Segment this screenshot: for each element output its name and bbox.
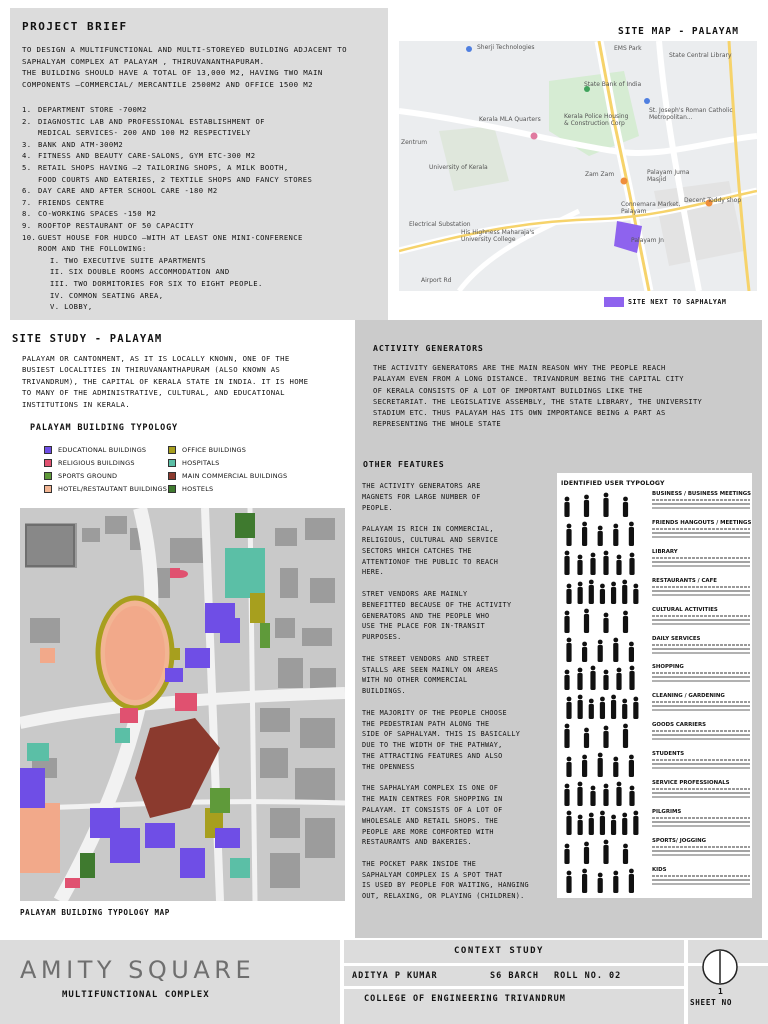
feature-line: STRET VENDORS ARE MAINLY bbox=[362, 589, 468, 598]
typology-map-caption: PALAYAM BUILDING TYPOLOGY MAP bbox=[20, 908, 170, 917]
user-type-row bbox=[561, 809, 750, 837]
user-type-description bbox=[652, 557, 750, 559]
feature-paragraph bbox=[362, 783, 558, 848]
user-type-label: GOODS CARRIERS bbox=[652, 722, 706, 729]
legend-swatch bbox=[44, 472, 52, 480]
site-map-title: SITE MAP - PALAYAM bbox=[618, 26, 739, 37]
people-silhouette-icon bbox=[561, 607, 647, 633]
user-type-description bbox=[652, 672, 750, 674]
feature-line: SIDE OF SAPHALYAM. THIS IS BASICALLY bbox=[362, 730, 521, 739]
requirement-text: GUEST HOUSE FOR HUDCO –WITH AT LEAST ONE MINI-CONFERENCE bbox=[38, 232, 303, 242]
requirement-text: BANK AND ATM-300M2 bbox=[38, 139, 124, 149]
requirement-number: 2. bbox=[22, 116, 32, 126]
requirement-text: RETAIL SHOPS HAVING –2 TAILORING SHOPS, A MILK BOOTH, bbox=[38, 162, 289, 172]
legend-label: SPORTS GROUND bbox=[58, 472, 118, 480]
activity-line: OF KERALA CONSISTS OF A LOT OF IMPORTANT BUILDINGS LIKE THE bbox=[373, 385, 643, 395]
user-type-description bbox=[652, 788, 750, 790]
map-label: University of Kerala bbox=[429, 164, 488, 171]
requirement-text-continued: FOOD COURTS AND EATERIES, 2 TEXTILE SHOPS AND FANCY STORES bbox=[38, 174, 313, 184]
legend-swatch bbox=[168, 459, 176, 467]
user-type-label: KIDS bbox=[652, 866, 667, 873]
requirement-item bbox=[22, 185, 386, 197]
people-silhouette-icon bbox=[561, 491, 647, 517]
map-label: Kerala MLA Quarters bbox=[479, 116, 541, 123]
user-type-row bbox=[561, 491, 750, 519]
legend-item bbox=[44, 446, 146, 454]
user-type-row bbox=[561, 780, 750, 808]
requirement-number: 3. bbox=[22, 139, 32, 149]
legend-label: HOSTELS bbox=[182, 485, 214, 493]
north-arrow-icon bbox=[700, 947, 740, 987]
sheet-label: SHEET NO bbox=[690, 998, 733, 1007]
requirement-text: DAY CARE AND AFTER SCHOOL CARE -180 M2 bbox=[38, 186, 218, 196]
requirement-sub-item: V. LOBBY, bbox=[50, 302, 93, 312]
requirement-number: 4. bbox=[22, 151, 32, 161]
requirement-item bbox=[22, 197, 386, 209]
feature-line: THE MAJORITY OF THE PEOPLE CHOOSE bbox=[362, 708, 507, 717]
requirement-text: ROOFTOP RESTAURANT OF 50 CAPACITY bbox=[38, 220, 194, 230]
feature-line: WITH NO OTHER COMMERCIAL bbox=[362, 676, 468, 685]
map-label: Connemara Market, Palayam bbox=[621, 201, 681, 215]
legend-swatch bbox=[168, 472, 176, 480]
legend-item bbox=[168, 459, 219, 467]
feature-line: OUT, RELAXING, OR PLAYING (CHILDREN). bbox=[362, 892, 525, 901]
project-title: AMITY SQUARE bbox=[20, 956, 256, 984]
user-type-description bbox=[652, 759, 750, 761]
study-line: BUSIEST LOCALITIES IN THIRUVANANTHAPURAM (ALSO KNOWN AS bbox=[22, 365, 281, 375]
feature-line: THE ATTRACTING FEATURES AND ALSO bbox=[362, 751, 503, 760]
feature-line: RELIGIOUS, CULTURAL AND SERVICE bbox=[362, 535, 499, 544]
legend-item bbox=[44, 459, 135, 467]
divider bbox=[344, 986, 684, 989]
project-subtitle: MULTIFUNCTIONAL COMPLEX bbox=[62, 990, 210, 1000]
people-silhouette-icon bbox=[561, 751, 647, 777]
feature-paragraph bbox=[362, 708, 558, 773]
user-type-row bbox=[561, 838, 750, 866]
legend-swatch bbox=[44, 446, 52, 454]
feature-line: THE POCKET PARK INSIDE THE bbox=[362, 859, 477, 868]
typology-title: PALAYAM BUILDING TYPOLOGY bbox=[30, 423, 178, 433]
map-label: Sherji Technologies bbox=[477, 44, 535, 51]
feature-line: PALAYAM. IT CONSISTS OF A LOT OF bbox=[362, 805, 503, 814]
user-type-label: CLEANING / GARDENING bbox=[652, 693, 725, 700]
feature-line: THE SAPHALYAM COMPLEX IS ONE OF bbox=[362, 784, 499, 793]
user-type-label: SHOPPING bbox=[652, 664, 684, 671]
user-type-description bbox=[652, 701, 750, 703]
intro-line: THE BUILDING SHOULD HAVE A TOTAL OF 13,000 M2, HAVING TWO MAIN bbox=[22, 68, 323, 78]
requirement-sub-item: II. SIX DOUBLE ROOMS ACCOMMODATION AND bbox=[50, 267, 230, 277]
study-line: INSTITUTIONS IN KERALA. bbox=[22, 399, 130, 409]
map-label: State Bank of India bbox=[584, 81, 642, 88]
intro-line: SAPHALYAM COMPLEX AT PALAYAM , THIRUVANANTHAPURAM. bbox=[22, 56, 265, 66]
map-label: Zam Zam bbox=[585, 171, 615, 178]
sheet-number: 1 bbox=[718, 987, 723, 996]
requirement-item bbox=[22, 139, 386, 151]
user-type-description bbox=[652, 730, 750, 732]
feature-line: ATTENTIONOF THE PUBLIC TO REACH bbox=[362, 557, 499, 566]
intro-line: TO DESIGN A MULTIFUNCTIONAL AND MULTI-STOREYED BUILDING ADJACENT TO bbox=[22, 45, 347, 54]
feature-paragraph bbox=[362, 481, 558, 513]
people-silhouette-icon bbox=[561, 549, 647, 575]
college-name: COLLEGE OF ENGINEERING TRIVANDRUM bbox=[364, 994, 566, 1004]
study-line: TRIVANDRUM), THE CAPITAL OF KERALA STATE IN INDIA. IT IS HOME bbox=[22, 376, 309, 386]
requirement-item bbox=[22, 104, 386, 116]
project-brief-title: PROJECT BRIEF bbox=[22, 20, 128, 33]
people-silhouette-icon bbox=[561, 780, 647, 806]
user-type-label: BUSINESS / BUSINESS MEETINGS bbox=[652, 491, 752, 497]
legend-swatch bbox=[168, 446, 176, 454]
requirement-text-continued: MEDICAL SERVICES- 200 AND 100 M2 RESPECTIVELY bbox=[38, 128, 251, 138]
legend-item bbox=[44, 472, 117, 480]
user-type-label: DAILY SERVICES bbox=[652, 635, 701, 642]
user-type-label: PILGRIMS bbox=[652, 808, 682, 815]
site-legend-swatch bbox=[604, 297, 624, 307]
feature-line: THE STREET VENDORS AND STREET bbox=[362, 654, 490, 663]
user-type-label: STUDENTS bbox=[652, 751, 685, 758]
site-map bbox=[399, 41, 757, 291]
feature-line: HERE. bbox=[362, 568, 384, 577]
legend-item bbox=[44, 485, 167, 493]
legend-item bbox=[168, 472, 287, 480]
user-type-label: SERVICE PROFESSIONALS bbox=[652, 780, 730, 786]
requirement-sub-item: III. TWO DORMITORIES FOR SIX TO EIGHT PEOPLE. bbox=[50, 278, 263, 288]
people-silhouette-icon bbox=[561, 693, 647, 719]
requirement-text-continued: ROOM AND THE FOLLOWING: bbox=[38, 244, 147, 254]
activity-line: REPRESENTING THE WHOLE STATE bbox=[373, 419, 501, 429]
user-type-row bbox=[561, 636, 750, 664]
user-type-row bbox=[561, 751, 750, 779]
activity-line: SECRETARIAT. THE LEGISLATIVE ASSEMBLY, THE STATE LIBRARY, THE UNIVERSITY bbox=[373, 396, 703, 406]
requirement-item bbox=[22, 116, 386, 139]
requirement-number: 10. bbox=[22, 232, 37, 242]
legend-item bbox=[168, 485, 213, 493]
user-typology-card bbox=[557, 473, 752, 898]
sheet-heading: CONTEXT STUDY bbox=[454, 946, 544, 956]
feature-line: PEOPLE ARE MORE COMFORTED WITH bbox=[362, 827, 494, 836]
intro-line: COMPONENTS –COMMERCIAL/ MERCANTILE 2500M2 AND OFFICE 1500 M2 bbox=[22, 79, 313, 89]
legend-swatch bbox=[44, 485, 52, 493]
roll-number: ROLL NO. 02 bbox=[554, 971, 622, 981]
feature-paragraph bbox=[362, 589, 558, 643]
feature-line: THE MAIN CENTRES FOR SHOPPING IN bbox=[362, 795, 503, 804]
requirement-text: DIAGNOSTIC LAB AND PROFESSIONAL ESTABLISHMENT OF bbox=[38, 116, 265, 126]
activity-line: STADIUM ETC. THUS PALAYAM HAS ITS OWN IMPORTANCE BEING A PART AS bbox=[373, 408, 666, 418]
requirement-number: 6. bbox=[22, 186, 32, 196]
map-label: St. Joseph's Roman Catholic Metropolitan... bbox=[649, 107, 733, 121]
requirement-text: FITNESS AND BEAUTY CARE-SALONS, GYM ETC-300 M2 bbox=[38, 151, 256, 161]
feature-line: THE ACTIVITY GENERATORS ARE bbox=[362, 482, 481, 490]
feature-line: SAPHALYAM COMPLEX IS A SPOT THAT bbox=[362, 870, 503, 879]
map-label: His Highness Maharaja's University College bbox=[461, 229, 535, 243]
building-typology-map bbox=[20, 508, 345, 901]
feature-line: STALLS ARE SEEN MAINLY ON AREAS bbox=[362, 665, 499, 674]
feature-line: WHOLESALE AND RETAIL SHOPS. THE bbox=[362, 816, 499, 825]
requirements-list bbox=[22, 104, 386, 313]
people-silhouette-icon bbox=[561, 867, 647, 893]
legend-label: MAIN COMMERCIAL BUILDINGS bbox=[182, 472, 288, 480]
other-features-title: OTHER FEATURES bbox=[363, 459, 445, 469]
user-type-description bbox=[652, 499, 750, 501]
requirement-sub-item: I. TWO EXECUTIVE SUITE APARTMENTS bbox=[50, 255, 206, 265]
user-type-row bbox=[561, 578, 750, 606]
map-label: State Central Library bbox=[669, 52, 732, 59]
people-silhouette-icon bbox=[561, 722, 647, 748]
legend-swatch bbox=[168, 485, 176, 493]
user-type-label: CULTURAL ACTIVITIES bbox=[652, 606, 718, 613]
user-type-description bbox=[652, 528, 750, 530]
map-label: Airport Rd bbox=[421, 277, 452, 284]
requirement-text: FRIENDS CENTRE bbox=[38, 197, 105, 207]
divider bbox=[340, 940, 344, 1024]
requirement-item bbox=[22, 232, 386, 255]
requirement-text: DEPARTMENT STORE -700M2 bbox=[38, 105, 147, 114]
user-type-row bbox=[561, 549, 750, 577]
user-type-description bbox=[652, 817, 750, 819]
map-label: EMS Park bbox=[614, 45, 642, 52]
user-type-label: RESTAURANTS / CAFE bbox=[652, 577, 717, 584]
user-type-row bbox=[561, 867, 750, 895]
feature-line: RESTAURANTS AND BAKERIES. bbox=[362, 838, 472, 847]
people-silhouette-icon bbox=[561, 809, 647, 835]
legend-label: HOSPITALS bbox=[182, 459, 220, 467]
user-type-row bbox=[561, 607, 750, 635]
user-type-description bbox=[652, 846, 750, 848]
requirement-number: 7. bbox=[22, 197, 32, 207]
requirement-item bbox=[22, 220, 386, 232]
people-silhouette-icon bbox=[561, 520, 647, 546]
requirement-number: 5. bbox=[22, 162, 32, 172]
feature-paragraph bbox=[362, 654, 558, 697]
feature-line: DUE TO THE WIDTH OF THE PATHWAY, bbox=[362, 741, 503, 750]
feature-line: IS USED BY PEOPLE FOR WAITING, HANGING bbox=[362, 881, 529, 890]
map-label: Decent Toddy shop bbox=[684, 197, 742, 204]
people-silhouette-icon bbox=[561, 664, 647, 690]
feature-line: GENERATORS AND THE PEOPLE WHO bbox=[362, 611, 490, 620]
activity-line: PALAYAM EVEN FROM A LONG DISTANCE. TRIVANDRUM BEING THE CAPITAL CITY bbox=[373, 374, 684, 384]
study-line: PALAYAM OR CANTONMENT, AS IT IS LOCALLY KNOWN, ONE OF THE bbox=[22, 354, 290, 363]
user-type-label: SPORTS/ JOGGING bbox=[652, 837, 707, 844]
user-type-description bbox=[652, 615, 750, 617]
user-type-label: FRIENDS HANGOUTS / MEETINGS bbox=[652, 519, 752, 526]
map-label: Kerala Police Housing & Construction Corp bbox=[564, 113, 629, 127]
requirement-sub-item: IV. COMMON SEATING AREA, bbox=[50, 290, 164, 300]
study-line: TO MANY OF THE ADMINISTRATIVE, CULTURAL, AND EDUCATIONAL bbox=[22, 388, 285, 398]
feature-line: THE OPENNESS bbox=[362, 762, 415, 771]
activity-generators-title: ACTIVITY GENERATORS bbox=[373, 343, 484, 353]
feature-line: PALAYAM IS RICH IN COMMERCIAL, bbox=[362, 525, 494, 534]
feature-line: BUILDINGS. bbox=[362, 687, 406, 696]
user-type-row bbox=[561, 520, 750, 548]
legend-label: HOTEL/RESTAUTANT BUILDINGS bbox=[58, 485, 168, 493]
legend-item bbox=[168, 446, 246, 454]
user-type-description bbox=[652, 875, 750, 877]
map-label: Electrical Substation bbox=[409, 221, 471, 228]
map-label: Palayam Jn bbox=[631, 237, 664, 244]
project-brief-panel bbox=[10, 8, 388, 320]
feature-line: THE PEDESTRIAN PATH ALONG THE bbox=[362, 719, 490, 728]
feature-paragraph bbox=[362, 859, 558, 902]
legend-label: EDUCATIONAL BUILDINGS bbox=[58, 446, 147, 454]
people-silhouette-icon bbox=[561, 636, 647, 662]
semester: S6 BARCH bbox=[490, 971, 539, 981]
user-type-row bbox=[561, 693, 750, 721]
feature-line: PURPOSES. bbox=[362, 633, 402, 642]
map-label: Zentrum bbox=[401, 139, 428, 146]
requirement-item bbox=[22, 162, 386, 185]
activity-line: THE ACTIVITY GENERATORS ARE THE MAIN REASON WHY THE PEOPLE REACH bbox=[373, 363, 666, 372]
legend-label: RELIGIOUS BUILDINGS bbox=[58, 459, 135, 467]
user-type-row bbox=[561, 664, 750, 692]
map-label: Palayam Juma Masjid bbox=[647, 169, 690, 183]
user-type-description bbox=[652, 586, 750, 588]
feature-line: PEOPLE. bbox=[362, 503, 393, 512]
user-typology-title: IDENTIFIED USER TYPOLOGY bbox=[561, 480, 665, 487]
typology-map-drawing bbox=[20, 508, 345, 901]
user-type-description bbox=[652, 644, 750, 646]
feature-line: USE THE PLACE FOR IN-TRANSIT bbox=[362, 622, 485, 631]
author-name: ADITYA P KUMAR bbox=[352, 971, 438, 981]
requirement-text: CO-WORKING SPACES -150 M2 bbox=[38, 209, 157, 219]
feature-line: MAGNETS FOR LARGE NUMBER OF bbox=[362, 492, 481, 501]
requirement-item bbox=[22, 208, 386, 220]
people-silhouette-icon bbox=[561, 578, 647, 604]
legend-swatch bbox=[44, 459, 52, 467]
requirement-number: 9. bbox=[22, 220, 32, 230]
feature-paragraph bbox=[362, 524, 558, 578]
legend-label: OFFICE BUILDINGS bbox=[182, 446, 247, 454]
other-features-text bbox=[362, 481, 558, 913]
project-brief-intro bbox=[22, 44, 384, 90]
requirement-item bbox=[22, 150, 386, 162]
site-study-title: SITE STUDY - PALAYAM bbox=[12, 333, 163, 345]
divider bbox=[684, 940, 688, 1024]
user-type-label: LIBRARY bbox=[652, 548, 678, 555]
people-silhouette-icon bbox=[561, 838, 647, 864]
site-study-text bbox=[22, 353, 340, 410]
feature-line: BENEFITTED BECAUSE OF THE ACTIVITY bbox=[362, 600, 512, 609]
activity-generators-text bbox=[373, 362, 753, 430]
requirement-number: 8. bbox=[22, 209, 32, 219]
requirement-number: 1. bbox=[22, 105, 32, 114]
feature-line: SECTORS WHICH CATCHES THE bbox=[362, 546, 472, 555]
user-type-row bbox=[561, 722, 750, 750]
site-legend-label: SITE NEXT TO SAPHALYAM bbox=[628, 298, 727, 306]
